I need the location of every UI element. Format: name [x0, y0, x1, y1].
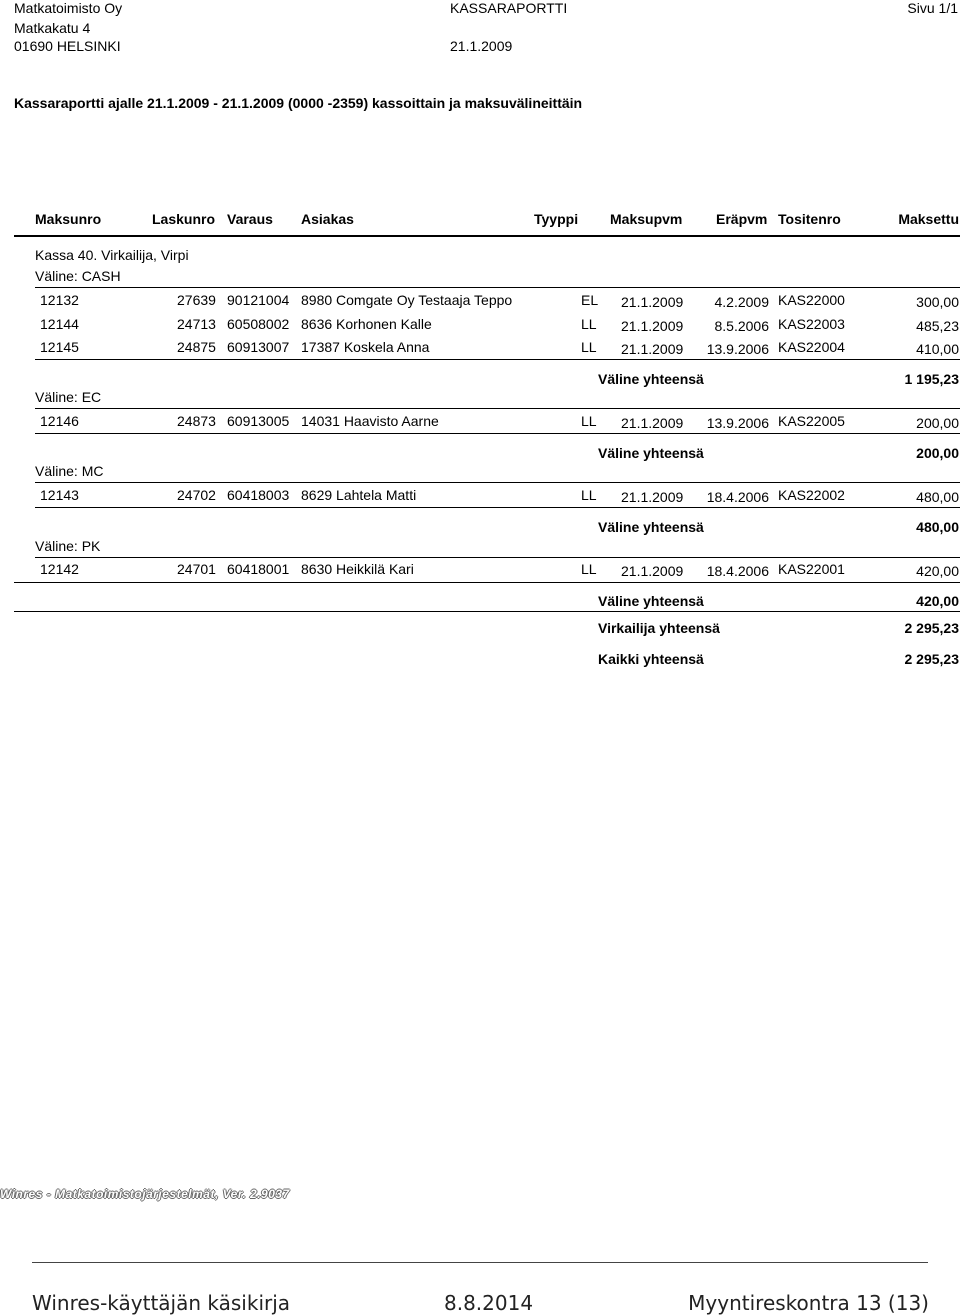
- group-total-label: Väline yhteensä: [598, 593, 704, 609]
- footer-rule: [32, 1262, 928, 1263]
- cell-varaus: 60418003: [227, 487, 290, 503]
- column-header-laskunro: Laskunro: [152, 211, 216, 227]
- cell-maksettu: 480,00: [916, 489, 959, 505]
- cell-erapvm: 13.9.2006: [706, 341, 769, 357]
- cell-maksunro: 12142: [40, 561, 79, 577]
- cell-varaus: 60508002: [227, 316, 290, 332]
- group-divider: [35, 482, 960, 483]
- virkailija-total-value: 2 295,23: [904, 620, 959, 636]
- group-total-label: Väline yhteensä: [598, 371, 704, 387]
- cell-asiakas: 17387 Koskela Anna: [301, 339, 430, 355]
- cell-varaus: 60913007: [227, 339, 290, 355]
- cell-maksettu: 485,23: [916, 318, 959, 334]
- cell-tyyppi: EL: [581, 292, 599, 308]
- group-label-ec: Väline: EC: [35, 389, 102, 405]
- kaikki-total-value: 2 295,23: [904, 651, 959, 667]
- column-header-asiakas: Asiakas: [301, 211, 354, 227]
- group-end-divider: [35, 433, 960, 434]
- group-total-value: 200,00: [916, 445, 959, 461]
- cell-maksupvm: 21.1.2009: [621, 415, 684, 431]
- cell-maksupvm: 21.1.2009: [621, 341, 684, 357]
- header-divider: [14, 235, 960, 237]
- cell-tositenro: KAS22000: [778, 292, 845, 308]
- group-total-value: 480,00: [916, 519, 959, 535]
- cell-maksunro: 12145: [40, 339, 79, 355]
- cell-tositenro: KAS22003: [778, 316, 845, 332]
- cell-maksupvm: 21.1.2009: [621, 318, 684, 334]
- column-header-tositenro: Tositenro: [778, 211, 841, 227]
- cell-tyyppi: LL: [581, 487, 597, 503]
- group-label-cash: Väline: CASH: [35, 268, 121, 284]
- cell-maksettu: 410,00: [916, 341, 959, 357]
- cell-asiakas: 14031 Haavisto Aarne: [301, 413, 439, 429]
- cell-maksupvm: 21.1.2009: [621, 294, 684, 310]
- group-end-divider: [14, 582, 960, 583]
- cell-laskunro: 24701: [177, 561, 216, 577]
- group-total-label: Väline yhteensä: [598, 519, 704, 535]
- footer-manual-title: Winres-käyttäjän käsikirja: [32, 1291, 291, 1315]
- company-address-city: 01690 HELSINKI: [14, 38, 121, 54]
- cell-asiakas: 8636 Korhonen Kalle: [301, 316, 432, 332]
- cell-maksunro: 12132: [40, 292, 79, 308]
- group-end-divider: [35, 359, 960, 360]
- cell-tositenro: KAS22004: [778, 339, 845, 355]
- group-total-value: 420,00: [916, 593, 959, 609]
- cell-asiakas: 8980 Comgate Oy Testaaja Teppo: [301, 292, 513, 308]
- footer-date: 8.8.2014: [444, 1291, 534, 1315]
- group-end-divider: [35, 507, 960, 508]
- cell-maksunro: 12144: [40, 316, 79, 332]
- version-watermark: Winres - Matkatoimistojärjestelmät, Ver. 2.9037: [0, 1187, 290, 1201]
- cell-maksettu: 200,00: [916, 415, 959, 431]
- cell-erapvm: 8.5.2006: [714, 318, 769, 334]
- column-header-maksunro: Maksunro: [35, 211, 102, 227]
- cell-maksettu: 300,00: [916, 294, 959, 310]
- cell-tyyppi: LL: [581, 339, 597, 355]
- cell-erapvm: 13.9.2006: [706, 415, 769, 431]
- cell-asiakas: 8629 Lahtela Matti: [301, 487, 417, 503]
- cell-laskunro: 24873: [177, 413, 216, 429]
- cell-tyyppi: LL: [581, 413, 597, 429]
- report-title: KASSARAPORTTI: [450, 0, 568, 16]
- footer-page-info: Myyntireskontra 13 (13): [688, 1291, 929, 1315]
- cell-tositenro: KAS22005: [778, 413, 845, 429]
- cell-tyyppi: LL: [581, 316, 597, 332]
- column-header-maksupvm: Maksupvm: [610, 211, 683, 227]
- cell-maksunro: 12143: [40, 487, 79, 503]
- totals-divider: [14, 611, 960, 612]
- group-total-label: Väline yhteensä: [598, 445, 704, 461]
- column-header-varaus: Varaus: [227, 211, 273, 227]
- cell-maksupvm: 21.1.2009: [621, 489, 684, 505]
- virkailija-total-label: Virkailija yhteensä: [598, 620, 720, 636]
- column-header-maksettu: Maksettu: [898, 211, 959, 227]
- cell-tositenro: KAS22002: [778, 487, 845, 503]
- cell-laskunro: 24713: [177, 316, 216, 332]
- cell-varaus: 60418001: [227, 561, 290, 577]
- report-subtitle: Kassaraportti ajalle 21.1.2009 - 21.1.2009 (0000 -2359) kassoittain ja maksuvälineittäin: [14, 95, 583, 111]
- group-label-pk: Väline: PK: [35, 538, 101, 554]
- report-date: 21.1.2009: [450, 38, 513, 54]
- cell-erapvm: 4.2.2009: [714, 294, 769, 310]
- cell-laskunro: 24875: [177, 339, 216, 355]
- cell-tositenro: KAS22001: [778, 561, 845, 577]
- kassa-label: Kassa 40. Virkailija, Virpi: [35, 247, 189, 263]
- page-number: Sivu 1/1: [907, 0, 958, 16]
- cell-maksunro: 12146: [40, 413, 79, 429]
- kaikki-total-label: Kaikki yhteensä: [598, 651, 704, 667]
- group-divider: [35, 287, 960, 288]
- cell-varaus: 60913005: [227, 413, 290, 429]
- cell-asiakas: 8630 Heikkilä Kari: [301, 561, 414, 577]
- company-name: Matkatoimisto Oy: [14, 0, 123, 16]
- group-total-value: 1 195,23: [904, 371, 959, 387]
- group-divider: [35, 408, 960, 409]
- column-header-tyyppi: Tyyppi: [534, 211, 579, 227]
- cell-erapvm: 18.4.2006: [706, 563, 769, 579]
- cell-maksupvm: 21.1.2009: [621, 563, 684, 579]
- group-divider: [35, 557, 960, 558]
- cell-erapvm: 18.4.2006: [706, 489, 769, 505]
- company-address-street: Matkakatu 4: [14, 20, 91, 36]
- cell-maksettu: 420,00: [916, 563, 959, 579]
- column-header-erapvm: Eräpvm: [716, 211, 768, 227]
- cell-varaus: 90121004: [227, 292, 290, 308]
- cell-tyyppi: LL: [581, 561, 597, 577]
- cell-laskunro: 27639: [177, 292, 216, 308]
- cell-laskunro: 24702: [177, 487, 216, 503]
- group-label-mc: Väline: MC: [35, 463, 104, 479]
